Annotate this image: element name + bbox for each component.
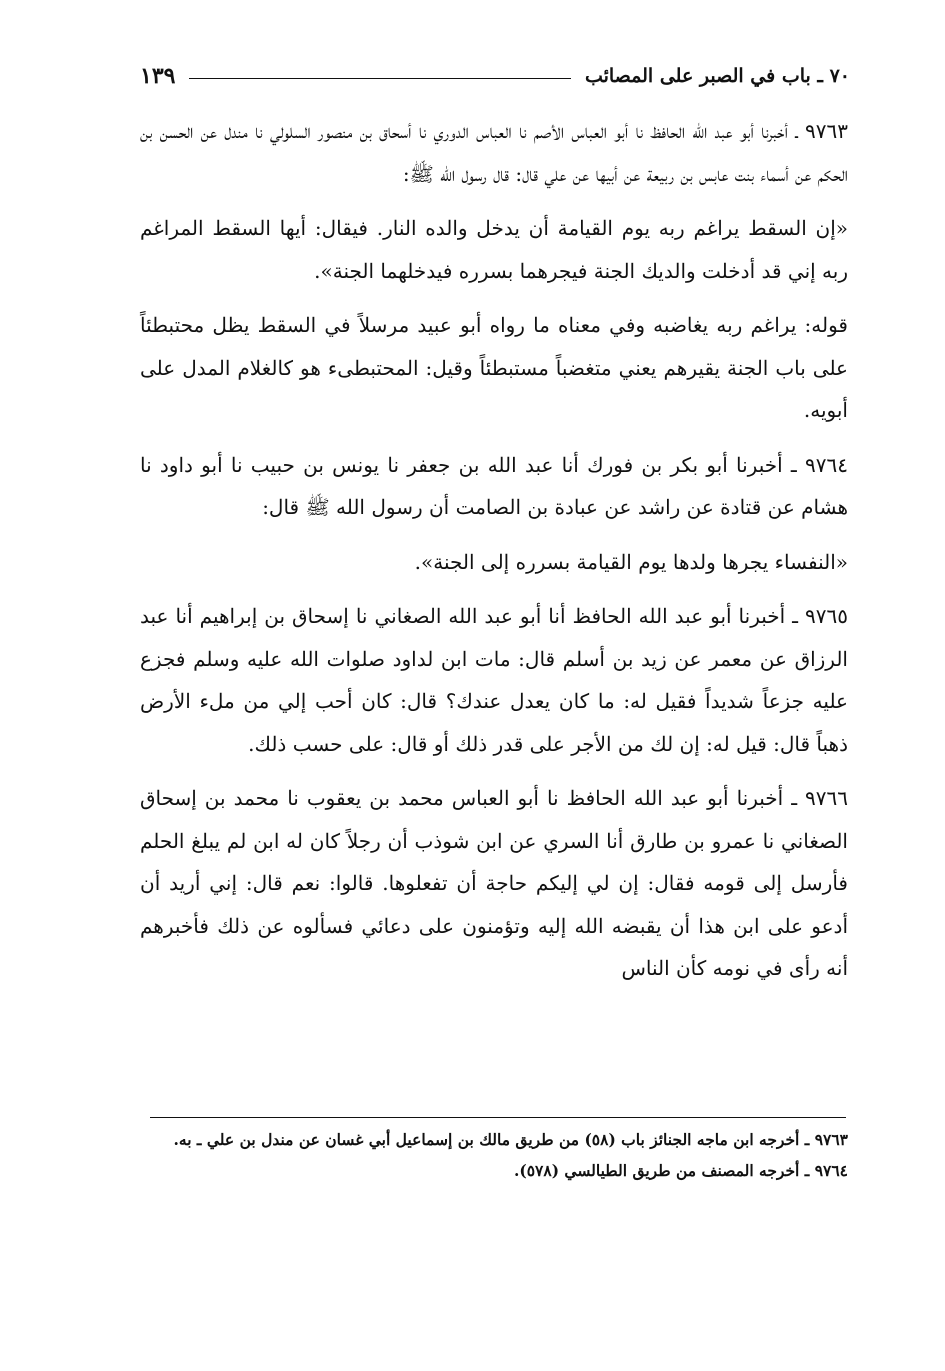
header-rule — [189, 78, 571, 79]
page-number: ١٣٩ — [140, 63, 176, 89]
hadith-9766: ٩٧٦٦ ـ أخبرنا أبو عبد الله الحافظ نا أبو العباس محمد بن يعقوب نا محمد بن إسحاق الصغاني نا عمرو بن طارق أنا السري عن ابن شوذب أن رجلاً كان له ابن لم يبلغ الحلم فأرسل إلى قومه فقال: إن لي إليكم حاجة أن تفعلوها. قالوا: نعم قال: إني أريد أن أدعو على ابن هذا أن يقبضه الله إليه وتؤمنون على دعائي فسألوه عن ذلك فأخبرهم أنه رأى في نومه كأن الناس — [140, 786, 848, 980]
main-text — [140, 110, 848, 990]
commentary-paragraph: قوله: يراغم ربه يغاضبه وفي معناه ما رواه أبو عبيد مرسلاً في السقط يظل محتبطئاً على باب الجنة يقيرهم يعني متغضباً مستبطئاً وقيل: المحتبطىء هو كالغلام المدل على أبويه. — [140, 313, 848, 422]
running-header — [140, 56, 850, 96]
hadith-9763: ٩٧٦٣ ـ أخبرنا أبو عبد الله الحافظ نا أبو العباس الأصم نا العباس الدوري نا أسحاق بن منصور السلولي نا مندل عن الحسن بن الحكم عن أسماء بنت عابس بن ربيعة عن أبيها عن علي قال: قال رسول الله ﷺ: — [140, 119, 848, 186]
footnote-9763: ٩٧٦٣ ـ أخرجه ابن ماجه الجنائز باب (٥٨) من طريق مالك بن إسماعيل أبي غسان عن مندل بن علي ـ به. — [173, 1130, 848, 1149]
chapter-title: ٧٠ ـ باب في الصبر على المصائب — [584, 65, 850, 87]
hadith-9764: ٩٧٦٤ ـ أخبرنا أبو بكر بن فورك أنا عبد الله بن جعفر نا يونس بن حبيب نا أبو داود نا هشام عن قتادة عن راشد عن عبادة بن الصامت أن رسول الله ﷺ قال: — [140, 452, 848, 519]
footnote-9764: ٩٧٦٤ ـ أخرجه المصنف من طريق الطيالسي (٥٧٨). — [513, 1161, 848, 1180]
footnotes — [140, 1124, 848, 1186]
hadith-9765: ٩٧٦٥ ـ أخبرنا أبو عبد الله الحافظ أنا أبو عبد الله الصغاني نا إسحاق بن إبراهيم أنا عبد الرزاق عن معمر عن زيد بن أسلم قال: مات ابن لداود صلوات الله عليه وسلم فجزع عليه جزعاً شديداً فقيل له: ما كان يعدل عندك؟ قال: كان أحب إلي من ملء الأرض ذهباً قال: قيل له: إن لك من الأجر على قدر ذلك أو قال: على حسب ذلك. — [140, 604, 848, 756]
footnote-divider — [150, 1117, 846, 1118]
hadith-9763-quote: «إن السقط يراغم ربه يوم القيامة أن يدخل والده النار. فيقال: أيها السقط المراغم ربه إني قد أدخلت والديك الجنة فيجرهما بسرره فيدخلهما الجنة». — [140, 216, 848, 283]
hadith-9764-quote: «النفساء يجرها ولدها يوم القيامة بسرره إلى الجنة». — [414, 549, 848, 574]
